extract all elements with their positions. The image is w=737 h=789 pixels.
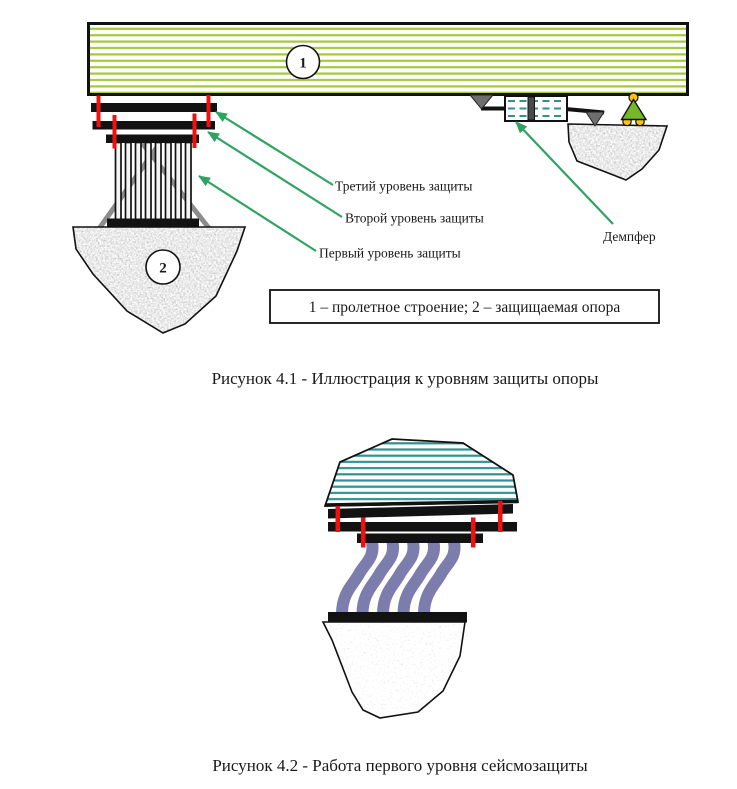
- beam-callout-number: 1: [299, 55, 307, 72]
- caption-figure-4-2: Рисунок 4.2 - Работа первого уровня сейсмозащиты: [212, 756, 588, 775]
- caption-figure-4-1: Рисунок 4.1 - Иллюстрация к уровням защиты опоры: [211, 369, 599, 388]
- bearing-triangle: [622, 100, 647, 120]
- cap-bar-2-lower: [357, 534, 483, 544]
- span-beam: [89, 24, 688, 95]
- legend-text: 1 – пролетное строение; 2 – защищаемая опора: [308, 299, 621, 316]
- label-first-level: Первый уровень защиты: [319, 245, 461, 261]
- flexing-columns: [342, 542, 455, 614]
- cap-bar-2-middle: [328, 522, 517, 532]
- label-third-level: Третий уровень защиты: [335, 178, 473, 194]
- label-damper: Демпфер: [603, 229, 656, 244]
- span-block-2: [325, 439, 518, 506]
- foundation-rock-2-fill: [320, 618, 470, 723]
- base-bar-2: [328, 612, 467, 623]
- cap-bar-middle: [93, 121, 216, 130]
- arrow-second-level: [208, 132, 342, 217]
- cap-bar-lower: [106, 135, 199, 144]
- label-second-level: Второй уровень защиты: [345, 210, 484, 226]
- cap-bar-top: [91, 103, 217, 112]
- abutment-rock-fill: [565, 121, 671, 185]
- damper-piston: [528, 97, 535, 120]
- pier-callout-number: 2: [159, 260, 167, 277]
- rocker-bearing: [622, 93, 647, 126]
- pier-base-bar: [107, 219, 199, 228]
